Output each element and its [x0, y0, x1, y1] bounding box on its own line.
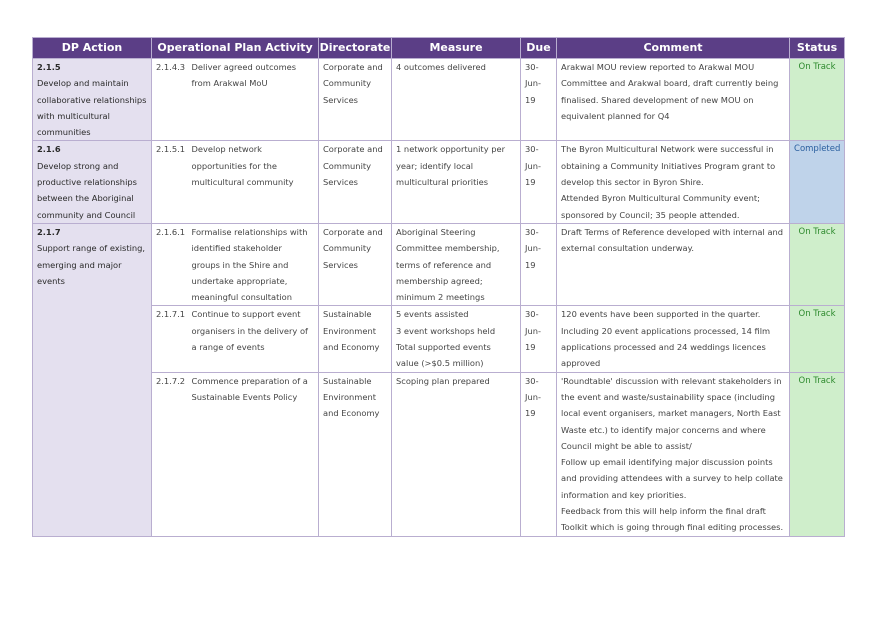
directorate-cell	[319, 59, 392, 141]
status-badge: On Track	[790, 306, 845, 372]
measure-cell	[392, 141, 521, 223]
activity-text: Deliver agreed outcomes	[191, 62, 297, 72]
activity-text: Develop network	[191, 144, 262, 155]
table-header-row	[33, 38, 845, 59]
comment-cell	[557, 223, 790, 305]
measure-text: minimum 2 meetings	[396, 292, 485, 303]
dp-action-description: community and Council	[37, 209, 136, 220]
comment-text: Toolkit which is going through final editing processes.	[561, 522, 784, 533]
dp-action-description: emerging and major	[37, 259, 122, 270]
comment-text: 120 events have been supported in the quarter.	[561, 309, 761, 320]
directorate-text: Services	[323, 94, 359, 105]
directorate-text: Services	[323, 177, 359, 188]
due-cell	[521, 141, 557, 223]
directorate-text: and Economy	[323, 408, 380, 419]
measure-cell	[392, 306, 521, 372]
measure-text: Aboriginal Steering	[396, 226, 476, 237]
dp-action-code: 2.1.7	[37, 226, 61, 237]
header-dp-action: DP Action	[33, 38, 152, 59]
directorate-cell	[319, 372, 392, 536]
activity-text: organisers in the delivery of	[191, 325, 308, 336]
status-badge: On Track	[790, 223, 845, 305]
header-comment: Comment	[557, 38, 790, 59]
directorate-text: Corporate and	[323, 144, 383, 155]
comment-text: Draft Terms of Reference developed with internal and	[561, 226, 784, 237]
due-text: 30-	[525, 226, 539, 237]
due-text: 19	[525, 259, 536, 270]
header-directorate: Directorate	[319, 38, 392, 59]
directorate-cell	[319, 141, 392, 223]
comment-text: The Byron Multicultural Network were successful in	[561, 144, 774, 155]
activity-cell	[192, 59, 319, 141]
dp-action-description: productive relationships	[37, 177, 137, 188]
comment-text: finalised. Shared development of new MOU on	[561, 94, 754, 105]
measure-text: 5 events assisted	[396, 309, 469, 320]
activity-code: 2.1.6.1	[156, 226, 186, 237]
directorate-text: Sustainable	[323, 375, 372, 386]
directorate-text: Community	[323, 243, 372, 254]
directorate-text: Community	[323, 160, 372, 171]
activity-cell	[192, 306, 319, 372]
dp-action-cell	[33, 59, 152, 141]
measure-text: Total supported events	[396, 342, 491, 353]
activity-text: Continue to support event	[191, 309, 301, 320]
dp-action-description: collaborative relationships	[37, 94, 147, 105]
comment-text: Feedback from this will help inform the final draft	[561, 506, 766, 517]
comment-text: the event and waste/sustainability space (including	[561, 391, 776, 402]
measure-text: Scoping plan prepared	[396, 375, 490, 386]
dp-action-cell	[33, 141, 152, 223]
dp-action-description: between the Aboriginal	[37, 193, 134, 204]
table-row	[33, 306, 845, 372]
due-text: Jun-	[525, 78, 541, 89]
directorate-text: Environment	[323, 325, 376, 336]
activity-code-cell	[152, 372, 192, 536]
due-cell	[521, 223, 557, 305]
due-text: 30-	[525, 375, 539, 386]
comment-text: local event organisers, market managers, North East	[561, 408, 781, 419]
due-text: Jun-	[525, 391, 541, 402]
dp-action-code: 2.1.5	[37, 62, 61, 72]
directorate-text: and Economy	[323, 342, 380, 353]
comment-text: equivalent planned for Q4	[561, 110, 670, 121]
status-badge: On Track	[790, 59, 845, 141]
comment-text: external consultation underway.	[561, 243, 694, 254]
comment-text: Follow up email identifying major discussion points	[561, 457, 773, 468]
comment-cell	[557, 306, 790, 372]
activity-text: Formalise relationships with	[191, 226, 308, 237]
table-row	[33, 223, 845, 305]
measure-text: Committee membership,	[396, 243, 500, 254]
dp-action-code: 2.1.6	[37, 144, 61, 155]
due-text: Jun-	[525, 325, 541, 336]
activity-cell	[192, 223, 319, 305]
dp-action-cell	[33, 223, 152, 536]
measure-cell	[392, 59, 521, 141]
activity-cell	[192, 141, 319, 223]
dp-action-description: Support range of existing,	[37, 243, 146, 254]
header-operational-plan-activity: Operational Plan Activity	[152, 38, 319, 59]
activity-code: 2.1.5.1	[156, 144, 186, 155]
activity-text: identified stakeholder	[191, 243, 282, 254]
activity-code-cell	[152, 59, 192, 141]
directorate-text: Services	[323, 259, 359, 270]
directorate-text: Environment	[323, 391, 376, 402]
header-due: Due	[521, 38, 557, 59]
activity-code: 2.1.4.3	[156, 62, 186, 72]
measure-text: membership agreed;	[396, 275, 483, 286]
due-text: 30-	[525, 62, 539, 72]
comment-text: obtaining a Community Initiatives Program grant to	[561, 160, 776, 171]
status-badge: Completed	[790, 141, 845, 223]
directorate-cell	[319, 306, 392, 372]
comment-text: Including 20 event applications processed, 14 film	[561, 325, 771, 336]
measure-text: multicultural priorities	[396, 177, 489, 188]
dp-action-description: Develop and maintain	[37, 78, 129, 89]
measure-text: terms of reference and	[396, 259, 492, 270]
due-text: 19	[525, 94, 536, 105]
due-cell	[521, 59, 557, 141]
directorate-text: Community	[323, 78, 372, 89]
activity-text: meaningful consultation	[191, 292, 292, 303]
measure-text: 3 event workshops held	[396, 325, 496, 336]
comment-cell	[557, 372, 790, 536]
comment-text: applications processed and 24 weddings licences	[561, 342, 766, 353]
header-status: Status	[790, 38, 845, 59]
table-row	[33, 372, 845, 536]
comment-text: sponsored by Council; 35 people attended.	[561, 209, 740, 220]
comment-cell	[557, 141, 790, 223]
activity-code-cell	[152, 306, 192, 372]
measure-text: 4 outcomes delivered	[396, 62, 486, 72]
directorate-text: Corporate and	[323, 226, 383, 237]
comment-text: Waste etc.) to identify major concerns and where	[561, 424, 766, 435]
comment-text: 'Roundtable' discussion with relevant stakeholders in	[561, 375, 782, 386]
comment-cell	[557, 59, 790, 141]
comment-text: and providing attendees with a survey to help collate	[561, 473, 783, 484]
due-text: 19	[525, 408, 536, 419]
activity-cell	[192, 372, 319, 536]
comment-text: information and key priorities.	[561, 489, 687, 500]
comment-text: approved	[561, 358, 601, 369]
activity-text: Sustainable Events Policy	[191, 391, 298, 402]
comment-text: Arakwal MOU review reported to Arakwal MOU	[561, 62, 755, 72]
due-text: 30-	[525, 144, 539, 155]
due-text: Jun-	[525, 160, 541, 171]
dp-action-description: events	[37, 275, 65, 286]
comment-text: Council might be able to assist/	[561, 440, 692, 451]
due-text: 30-	[525, 309, 539, 320]
comment-text: Attended Byron Multicultural Community event;	[561, 193, 760, 204]
activity-text: groups in the Shire and	[191, 259, 289, 270]
activity-text: Commence preparation of a	[191, 375, 308, 386]
due-text: 19	[525, 342, 536, 353]
directorate-cell	[319, 223, 392, 305]
dp-action-description: Develop strong and	[37, 160, 119, 171]
activity-text: a range of events	[191, 342, 265, 353]
measure-text: 1 network opportunity per	[396, 144, 506, 155]
measure-cell	[392, 372, 521, 536]
comment-text: develop this sector in Byron Shire.	[561, 177, 704, 188]
directorate-text: Corporate and	[323, 62, 383, 72]
activity-text: opportunities for the	[191, 160, 277, 171]
activity-code: 2.1.7.1	[156, 309, 186, 320]
dp-action-description: with multicultural	[37, 110, 110, 121]
table-row	[33, 59, 845, 141]
due-cell	[521, 372, 557, 536]
measure-text: year; identify local	[396, 160, 474, 171]
dp-action-description: communities	[37, 127, 91, 138]
activity-text: undertake appropriate,	[191, 275, 288, 286]
due-text: Jun-	[525, 243, 541, 254]
header-measure: Measure	[392, 38, 521, 59]
table-row	[33, 141, 845, 223]
measure-text: value (>$0.5 million)	[396, 358, 484, 369]
activity-code-cell	[152, 223, 192, 305]
operational-plan-table	[32, 37, 845, 537]
measure-cell	[392, 223, 521, 305]
activity-code-cell	[152, 141, 192, 223]
comment-text: Committee and Arakwal board, draft currently being	[561, 78, 779, 89]
directorate-text: Sustainable	[323, 309, 372, 320]
status-badge: On Track	[790, 372, 845, 536]
activity-text: from Arakwal MoU	[191, 78, 268, 89]
activity-code: 2.1.7.2	[156, 375, 186, 386]
due-cell	[521, 306, 557, 372]
activity-text: multicultural community	[191, 177, 294, 188]
due-text: 19	[525, 177, 536, 188]
